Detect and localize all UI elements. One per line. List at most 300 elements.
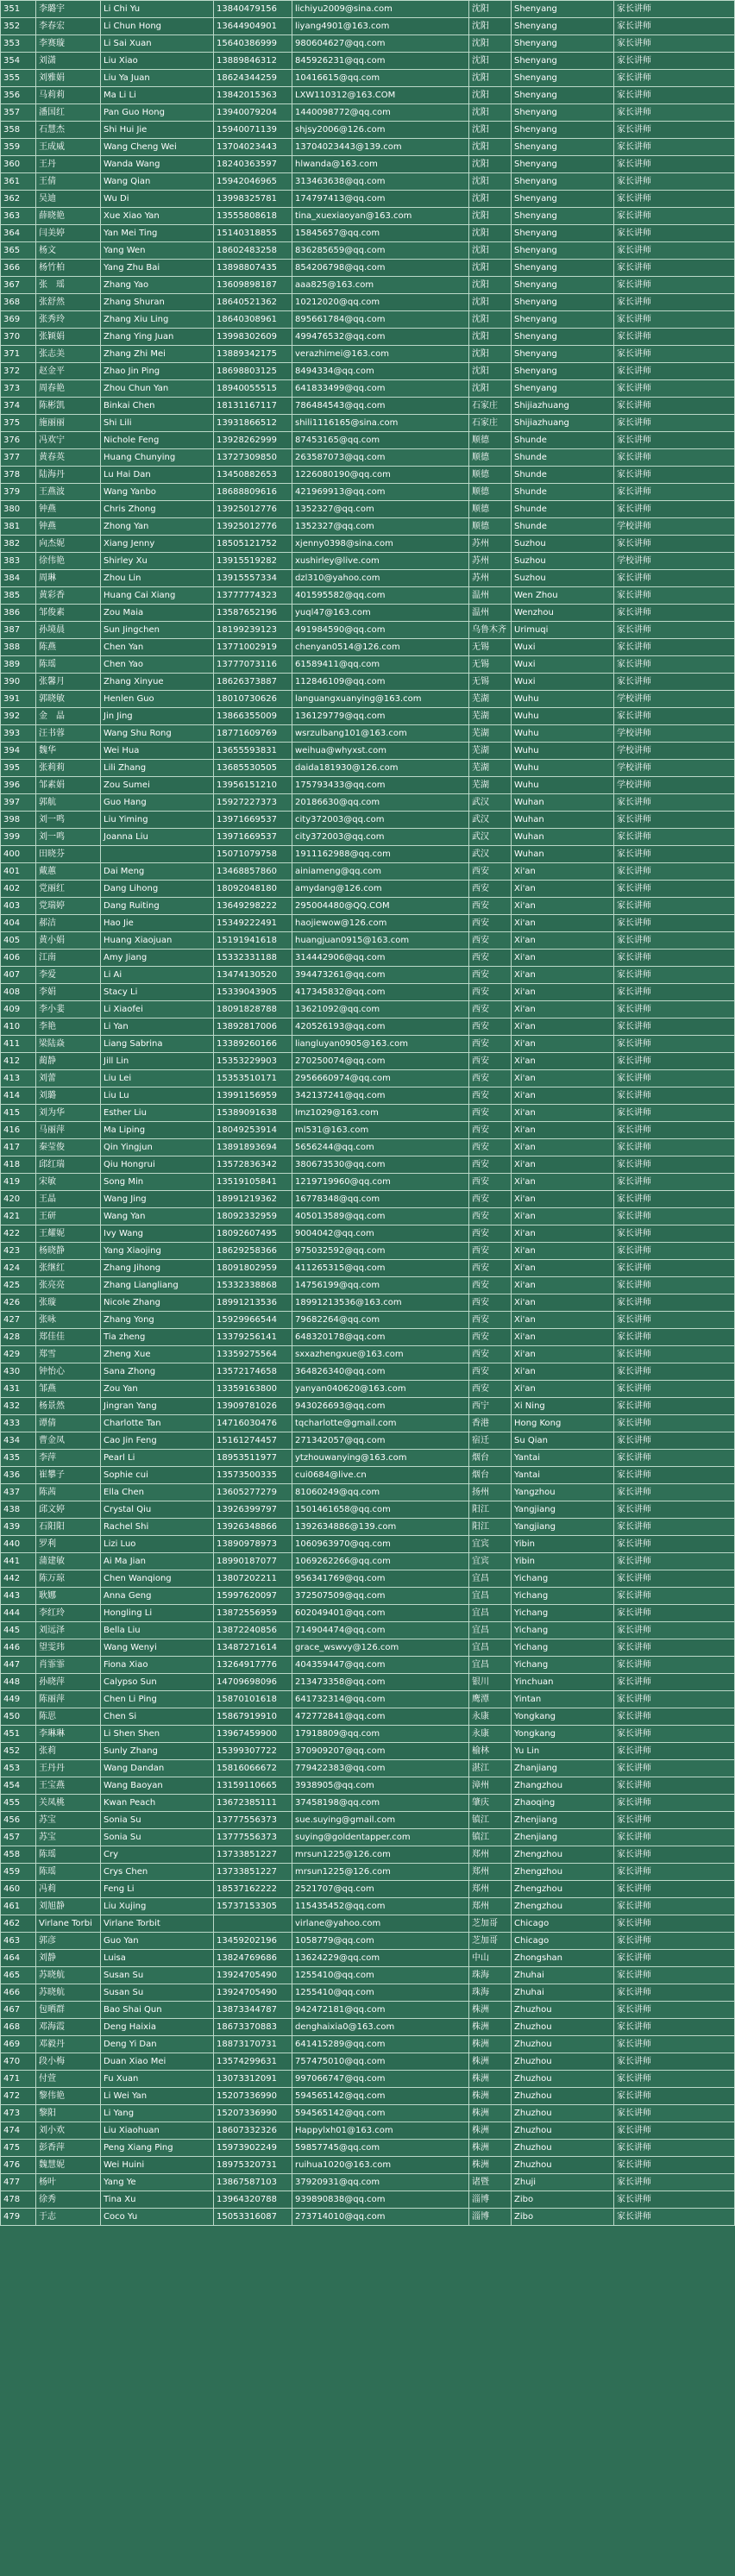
table-cell: 家长讲师 xyxy=(614,846,735,863)
table-cell: Zhang Shuran xyxy=(101,294,214,311)
table-cell: 13459202196 xyxy=(214,1933,292,1950)
table-cell: 王晶 xyxy=(36,1191,101,1208)
table-cell: 13890978973 xyxy=(214,1536,292,1553)
table-cell: LXW110312@163.COM xyxy=(292,87,469,104)
table-row xyxy=(1,1536,735,1553)
table-cell: 温州 xyxy=(469,587,512,605)
table-cell: 张秀玲 xyxy=(36,311,101,329)
table-cell: 13998302609 xyxy=(214,329,292,346)
table-cell: 13991156959 xyxy=(214,1087,292,1105)
table-cell: 393 xyxy=(1,725,36,743)
table-row xyxy=(1,1398,735,1415)
table-cell: 芜湖 xyxy=(469,725,512,743)
table-cell: 429 xyxy=(1,1346,36,1363)
table-cell: 13605277279 xyxy=(214,1484,292,1501)
table-cell: 445 xyxy=(1,1622,36,1639)
table-row xyxy=(1,1691,735,1708)
table-cell: Wuhan xyxy=(512,846,614,863)
table-cell: 湛江 xyxy=(469,1760,512,1777)
table-cell: 苏宝 xyxy=(36,1829,101,1846)
table-cell: 邹燕 xyxy=(36,1381,101,1398)
table-cell: 438 xyxy=(1,1501,36,1519)
table-cell: Ma Li Li xyxy=(101,87,214,104)
table-cell: 388 xyxy=(1,639,36,656)
table-cell: 37458198@qq.com xyxy=(292,1795,469,1812)
table-row xyxy=(1,794,735,812)
table-cell: 株洲 xyxy=(469,2071,512,2088)
table-cell: 王倩 xyxy=(36,173,101,191)
table-cell: 家长讲师 xyxy=(614,1208,735,1225)
table-cell: 13889846312 xyxy=(214,53,292,70)
table-cell: 宜宾 xyxy=(469,1553,512,1570)
table-cell: 390 xyxy=(1,674,36,691)
table-cell: Xi'an xyxy=(512,1105,614,1122)
table-row xyxy=(1,1346,735,1363)
table-row xyxy=(1,605,735,622)
table-cell: 452 xyxy=(1,1743,36,1760)
table-cell: 361 xyxy=(1,173,36,191)
table-cell: 蒲建敏 xyxy=(36,1553,101,1570)
table-cell: 13574299631 xyxy=(214,2053,292,2071)
table-cell: 13956151210 xyxy=(214,777,292,794)
table-cell: 王丹丹 xyxy=(36,1760,101,1777)
table-cell: 1255410@qq.com xyxy=(292,1967,469,1984)
table-cell: 13644904901 xyxy=(214,18,292,35)
table-cell: 786484543@qq.com xyxy=(292,398,469,415)
table-cell: 学校讲师 xyxy=(614,553,735,570)
table-cell: 家长讲师 xyxy=(614,380,735,398)
table-cell: 386 xyxy=(1,605,36,622)
table-cell: 家长讲师 xyxy=(614,1312,735,1329)
table-cell: 439 xyxy=(1,1519,36,1536)
table-cell: 37920931@qq.com xyxy=(292,2174,469,2191)
table-cell: 13898807435 xyxy=(214,260,292,277)
table-cell: 602049401@qq.com xyxy=(292,1605,469,1622)
table-cell: 刘潇 xyxy=(36,53,101,70)
table-row xyxy=(1,639,735,656)
table-cell: 家长讲师 xyxy=(614,225,735,242)
table-row xyxy=(1,1674,735,1691)
table-cell: 徐秀 xyxy=(36,2191,101,2209)
table-cell: 漳州 xyxy=(469,1777,512,1795)
table-cell: 426 xyxy=(1,1294,36,1312)
table-cell: 433 xyxy=(1,1415,36,1432)
table-cell: 冯莉 xyxy=(36,1881,101,1898)
table-cell: 家长讲师 xyxy=(614,1243,735,1260)
table-cell: 1255410@qq.com xyxy=(292,1984,469,2002)
table-cell: 87453165@qq.com xyxy=(292,432,469,449)
table-cell: 永康 xyxy=(469,1726,512,1743)
table-cell: Zhuzhou xyxy=(512,2140,614,2157)
table-cell: 于志 xyxy=(36,2209,101,2226)
table-cell: Wang Yanbo xyxy=(101,484,214,501)
table-cell: 家长讲师 xyxy=(614,277,735,294)
table-cell: 417345832@qq.com xyxy=(292,984,469,1001)
table-cell: Xi'an xyxy=(512,881,614,898)
table-cell: 474 xyxy=(1,2122,36,2140)
table-cell: 秦莹俊 xyxy=(36,1139,101,1156)
table-cell: Liu Yiming xyxy=(101,812,214,829)
table-cell: Tia zheng xyxy=(101,1329,214,1346)
table-cell: Zhanjiang xyxy=(512,1760,614,1777)
table-cell: sxxazhengxue@163.com xyxy=(292,1346,469,1363)
table-cell: Zhengzhou xyxy=(512,1881,614,1898)
table-row xyxy=(1,2140,735,2157)
table-cell: Lizi Luo xyxy=(101,1536,214,1553)
table-row xyxy=(1,1467,735,1484)
table-cell: 380 xyxy=(1,501,36,518)
table-cell: 18240363597 xyxy=(214,156,292,173)
table-cell: 家长讲师 xyxy=(614,2088,735,2105)
table-cell: 18010730626 xyxy=(214,691,292,708)
table-cell: 648320178@qq.com xyxy=(292,1329,469,1346)
table-cell: 417 xyxy=(1,1139,36,1156)
table-cell: Jill Lin xyxy=(101,1053,214,1070)
table-cell: 845926231@qq.com xyxy=(292,53,469,70)
table-cell: 蔺静 xyxy=(36,1053,101,1070)
table-cell: Zhuji xyxy=(512,2174,614,2191)
table-cell: 18873170731 xyxy=(214,2036,292,2053)
table-cell: 13915519282 xyxy=(214,553,292,570)
table-cell: 郑州 xyxy=(469,1898,512,1915)
table-cell: Pan Guo Hong xyxy=(101,104,214,122)
table-cell: 家长讲师 xyxy=(614,1122,735,1139)
table-cell: 470 xyxy=(1,2053,36,2071)
table-cell: 西安 xyxy=(469,1036,512,1053)
table-cell: 家长讲师 xyxy=(614,191,735,208)
table-cell: 15207336990 xyxy=(214,2088,292,2105)
table-cell: 刘远泽 xyxy=(36,1622,101,1639)
table-cell: 13073312091 xyxy=(214,2071,292,2088)
table-cell: 党瑞婷 xyxy=(36,898,101,915)
table-cell: 家长讲师 xyxy=(614,1346,735,1363)
table-cell: 13389260166 xyxy=(214,1036,292,1053)
table-row xyxy=(1,1881,735,1898)
table-cell: 398 xyxy=(1,812,36,829)
table-cell: Binkai Chen xyxy=(101,398,214,415)
table-cell: 西安 xyxy=(469,1277,512,1294)
table-cell: 836285659@qq.com xyxy=(292,242,469,260)
table-cell: 13925012776 xyxy=(214,518,292,536)
table-cell: Joanna Liu xyxy=(101,829,214,846)
table-cell: Wuhu xyxy=(512,708,614,725)
table-cell: Xi'an xyxy=(512,1277,614,1294)
table-cell: Shijiazhuang xyxy=(512,415,614,432)
table-cell: 412 xyxy=(1,1053,36,1070)
table-cell: 顺德 xyxy=(469,484,512,501)
table-cell: Wuxi xyxy=(512,674,614,691)
table-cell: Fu Xuan xyxy=(101,2071,214,2088)
table-cell: Yichang xyxy=(512,1588,614,1605)
table-cell: 家长讲师 xyxy=(614,1812,735,1829)
table-cell: 13940079204 xyxy=(214,104,292,122)
table-cell: 香港 xyxy=(469,1415,512,1432)
table-row xyxy=(1,829,735,846)
table-cell: 武汉 xyxy=(469,794,512,812)
table-cell: 刘雅娟 xyxy=(36,70,101,87)
table-row xyxy=(1,1915,735,1933)
table-cell: 家长讲师 xyxy=(614,1484,735,1501)
table-cell: 家长讲师 xyxy=(614,863,735,881)
table-cell: Ai Ma Jian xyxy=(101,1553,214,1570)
table-cell: 468 xyxy=(1,2019,36,2036)
table-cell: 张莉 xyxy=(36,1743,101,1760)
table-cell: Esther Liu xyxy=(101,1105,214,1122)
table-cell: 443 xyxy=(1,1588,36,1605)
table-cell: 杨文 xyxy=(36,242,101,260)
table-cell: 肖霏霏 xyxy=(36,1657,101,1674)
table-cell: 473 xyxy=(1,2105,36,2122)
table-cell: Xi'an xyxy=(512,863,614,881)
table-cell: 王研 xyxy=(36,1208,101,1225)
table-cell: 郭彦 xyxy=(36,1933,101,1950)
table-cell: 马丽萍 xyxy=(36,1122,101,1139)
table-cell: 淄博 xyxy=(469,2209,512,2226)
table-cell: Yu Lin xyxy=(512,1743,614,1760)
table-cell: Wuhu xyxy=(512,760,614,777)
table-cell: Susan Su xyxy=(101,1984,214,2002)
table-cell: 家长讲师 xyxy=(614,346,735,363)
table-cell: 沈阳 xyxy=(469,242,512,260)
table-cell: 家长讲师 xyxy=(614,1036,735,1053)
table-cell: Wang Cheng Wei xyxy=(101,139,214,156)
table-cell: 18092332959 xyxy=(214,1208,292,1225)
table-cell: 西安 xyxy=(469,1381,512,1398)
table-cell: Yichang xyxy=(512,1657,614,1674)
table-cell: 杨晓静 xyxy=(36,1243,101,1260)
table-cell: Shirley Xu xyxy=(101,553,214,570)
table-cell: Suzhou xyxy=(512,536,614,553)
table-row xyxy=(1,2157,735,2174)
table-row xyxy=(1,104,735,122)
table-cell: 郑雪 xyxy=(36,1346,101,1363)
table-cell: 13264917776 xyxy=(214,1657,292,1674)
table-cell: 13704023443 xyxy=(214,139,292,156)
table-cell: 13474130520 xyxy=(214,967,292,984)
table-cell: 641415289@qq.com xyxy=(292,2036,469,2053)
table-cell: Li Chun Hong xyxy=(101,18,214,35)
table-cell: 株洲 xyxy=(469,2105,512,2122)
table-cell: 13572174658 xyxy=(214,1363,292,1381)
table-row xyxy=(1,380,735,398)
table-cell: Lili Zhang xyxy=(101,760,214,777)
table-cell: Shenyang xyxy=(512,191,614,208)
table-cell: 854206798@qq.com xyxy=(292,260,469,277)
table-cell: 家长讲师 xyxy=(614,898,735,915)
table-cell: 13727309850 xyxy=(214,449,292,467)
table-cell: Wang Jing xyxy=(101,1191,214,1208)
table-cell: 432 xyxy=(1,1398,36,1415)
table-cell: Wuhu xyxy=(512,777,614,794)
table-cell: 宜昌 xyxy=(469,1639,512,1657)
table-cell: 383 xyxy=(1,553,36,570)
table-cell: Liu Lei xyxy=(101,1070,214,1087)
table-cell: 陈万琼 xyxy=(36,1570,101,1588)
table-cell: Zhang Yong xyxy=(101,1312,214,1329)
table-cell: Pearl Li xyxy=(101,1450,214,1467)
table-cell: 15973902249 xyxy=(214,2140,292,2157)
table-cell: Shenyang xyxy=(512,363,614,380)
table-row xyxy=(1,1260,735,1277)
table-row xyxy=(1,1864,735,1881)
table-cell: 471 xyxy=(1,2071,36,2088)
table-cell: Yantai xyxy=(512,1467,614,1484)
table-cell: Wang Shu Rong xyxy=(101,725,214,743)
table-cell: Liu Xujing xyxy=(101,1898,214,1915)
table-cell: 367 xyxy=(1,277,36,294)
table-cell: Shenyang xyxy=(512,1,614,18)
table-cell: Shenyang xyxy=(512,380,614,398)
table-row xyxy=(1,846,735,863)
table-cell: 沈阳 xyxy=(469,380,512,398)
table-cell: grace_wswvy@126.com xyxy=(292,1639,469,1657)
table-cell: ruihua1020@163.com xyxy=(292,2157,469,2174)
table-cell: Li Yan xyxy=(101,1018,214,1036)
table-cell: 家长讲师 xyxy=(614,1432,735,1450)
table-cell: 沈阳 xyxy=(469,122,512,139)
table-cell: 家长讲师 xyxy=(614,570,735,587)
table-cell: 397 xyxy=(1,794,36,812)
table-cell: 邱红瑞 xyxy=(36,1156,101,1174)
table-cell: 家长讲师 xyxy=(614,70,735,87)
table-cell: 15161274457 xyxy=(214,1432,292,1450)
table-row xyxy=(1,2053,735,2071)
table-cell: 家长讲师 xyxy=(614,932,735,950)
table-cell: 472 xyxy=(1,2088,36,2105)
table-cell: Shenyang xyxy=(512,225,614,242)
table-body xyxy=(1,1,735,2226)
table-cell: 14716030476 xyxy=(214,1415,292,1432)
table-cell: 408 xyxy=(1,984,36,1001)
table-cell: 15332338868 xyxy=(214,1277,292,1294)
table-row xyxy=(1,70,735,87)
table-cell: 365 xyxy=(1,242,36,260)
table-cell: chenyan0514@126.com xyxy=(292,639,469,656)
table-cell: 13924705490 xyxy=(214,1967,292,1984)
table-cell: 芜湖 xyxy=(469,760,512,777)
table-cell: 镇江 xyxy=(469,1812,512,1829)
table-cell: Zhongshan xyxy=(512,1950,614,1967)
table-cell: Zhuzhou xyxy=(512,2088,614,2105)
table-cell: Wuhan xyxy=(512,794,614,812)
table-cell: 368 xyxy=(1,294,36,311)
table-cell: 沈阳 xyxy=(469,208,512,225)
table-cell: 包晒群 xyxy=(36,2002,101,2019)
table-cell: Shijiazhuang xyxy=(512,398,614,415)
table-cell: 13733851227 xyxy=(214,1864,292,1881)
table-cell: 15207336990 xyxy=(214,2105,292,2122)
table-cell: Shenyang xyxy=(512,329,614,346)
table-cell: 家长讲师 xyxy=(614,1605,735,1622)
table-cell: Xi'an xyxy=(512,1363,614,1381)
table-cell: 西安 xyxy=(469,1087,512,1105)
table-cell: 家长讲师 xyxy=(614,156,735,173)
table-cell: Wang Baoyan xyxy=(101,1777,214,1795)
table-cell: 394473261@qq.com xyxy=(292,967,469,984)
table-row xyxy=(1,725,735,743)
table-cell: 15640386999 xyxy=(214,35,292,53)
table-cell: Zhenjiang xyxy=(512,1812,614,1829)
table-cell: 15389091638 xyxy=(214,1105,292,1122)
table-cell: 无锡 xyxy=(469,656,512,674)
table-cell: Lu Hai Dan xyxy=(101,467,214,484)
table-cell: 李爱 xyxy=(36,967,101,984)
table-cell: 宋敏 xyxy=(36,1174,101,1191)
table-row xyxy=(1,674,735,691)
table-cell: Chen Wanqiong xyxy=(101,1570,214,1588)
table-cell: 株洲 xyxy=(469,2036,512,2053)
table-cell: 家长讲师 xyxy=(614,1674,735,1691)
table-cell: 芜湖 xyxy=(469,777,512,794)
table-cell: 望雯玮 xyxy=(36,1639,101,1657)
table-cell xyxy=(214,1915,292,1933)
table-cell: Zhuzhou xyxy=(512,2122,614,2140)
table-cell: Xi'an xyxy=(512,1312,614,1329)
table-cell: 431 xyxy=(1,1381,36,1398)
table-cell: Li Shen Shen xyxy=(101,1726,214,1743)
table-cell: 苏晓航 xyxy=(36,1967,101,1984)
table-cell: 郑州 xyxy=(469,1846,512,1864)
table-cell: 460 xyxy=(1,1881,36,1898)
table-cell: 442 xyxy=(1,1570,36,1588)
table-cell: 1392634886@139.com xyxy=(292,1519,469,1536)
table-cell: 352 xyxy=(1,18,36,35)
table-cell: 18991213536@163.com xyxy=(292,1294,469,1312)
table-row xyxy=(1,1381,735,1398)
table-cell: 西安 xyxy=(469,1139,512,1156)
table-cell: 家长讲师 xyxy=(614,1363,735,1381)
table-cell: 冯欢宁 xyxy=(36,432,101,449)
table-cell: 家长讲师 xyxy=(614,1294,735,1312)
table-cell: 420526193@qq.com xyxy=(292,1018,469,1036)
table-cell: Wei Huini xyxy=(101,2157,214,2174)
table-cell: 徐伟艳 xyxy=(36,553,101,570)
table-cell: 家长讲师 xyxy=(614,1726,735,1743)
table-row xyxy=(1,967,735,984)
table-cell: Zhuhai xyxy=(512,1984,614,2002)
table-row xyxy=(1,915,735,932)
table-cell: 张 瑶 xyxy=(36,277,101,294)
table-cell: 沈阳 xyxy=(469,87,512,104)
table-cell: 478 xyxy=(1,2191,36,2209)
table-cell: 405 xyxy=(1,932,36,950)
table-cell: 13672385111 xyxy=(214,1795,292,1812)
table-cell: 家长讲师 xyxy=(614,1070,735,1087)
table-cell: Zhou Chun Yan xyxy=(101,380,214,398)
table-cell: 家长讲师 xyxy=(614,1467,735,1484)
table-row xyxy=(1,1967,735,1984)
table-cell: 15071079758 xyxy=(214,846,292,863)
table-cell: 沈阳 xyxy=(469,260,512,277)
table-cell: Wanda Wang xyxy=(101,156,214,173)
table-cell: Li Chi Yu xyxy=(101,1,214,18)
table-cell: 175793433@qq.com xyxy=(292,777,469,794)
table-cell: 沈阳 xyxy=(469,53,512,70)
table-cell: 448 xyxy=(1,1674,36,1691)
table-cell: 家长讲师 xyxy=(614,2002,735,2019)
table-cell: 西安 xyxy=(469,1294,512,1312)
table-cell: 家长讲师 xyxy=(614,2157,735,2174)
table-cell: 342137241@qq.com xyxy=(292,1087,469,1105)
table-cell: Xi'an xyxy=(512,915,614,932)
table-cell: 乌鲁木齐 xyxy=(469,622,512,639)
table-row xyxy=(1,1105,735,1122)
table-cell: 13866355009 xyxy=(214,708,292,725)
table-cell: 419 xyxy=(1,1174,36,1191)
table-row xyxy=(1,1795,735,1812)
table-cell: Shunde xyxy=(512,501,614,518)
table-cell: 家长讲师 xyxy=(614,1,735,18)
